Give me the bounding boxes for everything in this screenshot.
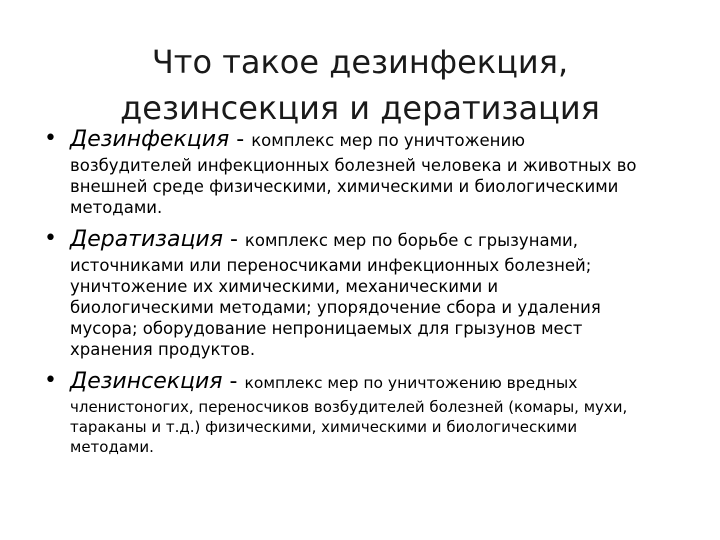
definition-line: хранения продуктов.	[70, 340, 256, 359]
bullet-icon: •	[44, 226, 57, 251]
term-disinsection: Дезинсекция	[70, 369, 223, 394]
definition-line: источниками или переносчиками инфекционных болезней;	[70, 256, 592, 275]
term-separator: -	[229, 127, 252, 152]
bullet-icon: •	[44, 368, 57, 393]
slide-title-line-2: дезинсекция и дератизация	[120, 89, 600, 128]
bullet-item-deratization	[44, 226, 684, 360]
bullet-item-disinfection	[44, 126, 684, 218]
bullet-list	[44, 126, 684, 457]
definition-line: биологическими методами; упорядочение сбора и удаления	[70, 298, 601, 317]
term-separator: -	[222, 369, 245, 394]
term-deratization: Дератизация	[70, 227, 223, 252]
slide-title	[60, 39, 660, 131]
definition-line: уничтожение их химическими, механическими и	[70, 277, 499, 296]
definition-line: внешней среде физическими, химическими и биологическими	[70, 177, 619, 196]
definition-line: тараканы и т.д.) физическими, химическими и биологическими	[70, 418, 578, 436]
definition-line: возбудителей инфекционных болезней человека и животных во	[70, 156, 637, 175]
definition-line: методами.	[70, 198, 163, 217]
definition-line: мусора; оборудование непроницаемых для грызунов мест	[70, 319, 583, 338]
definition-first-line: комплекс мер по уничтожению вредных	[244, 374, 578, 392]
bullet-icon: •	[44, 126, 57, 151]
term-separator: -	[222, 227, 245, 252]
definition-first-line: комплекс мер по борьбе с грызунами,	[244, 231, 579, 250]
bullet-item-disinsection	[44, 368, 684, 457]
definition-first-line: комплекс мер по уничтожению	[251, 131, 526, 150]
slide-title-line-1: Что такое дезинфекция,	[151, 43, 569, 82]
term-disinfection: Дезинфекция	[70, 127, 230, 152]
definition-line: членистоногих, переносчиков возбудителей болезней (комары, мухи,	[70, 398, 628, 416]
bullet-item-head	[70, 126, 684, 155]
bullet-item-head	[70, 368, 684, 397]
bullet-item-head	[70, 226, 684, 255]
definition-line: методами.	[70, 438, 154, 456]
